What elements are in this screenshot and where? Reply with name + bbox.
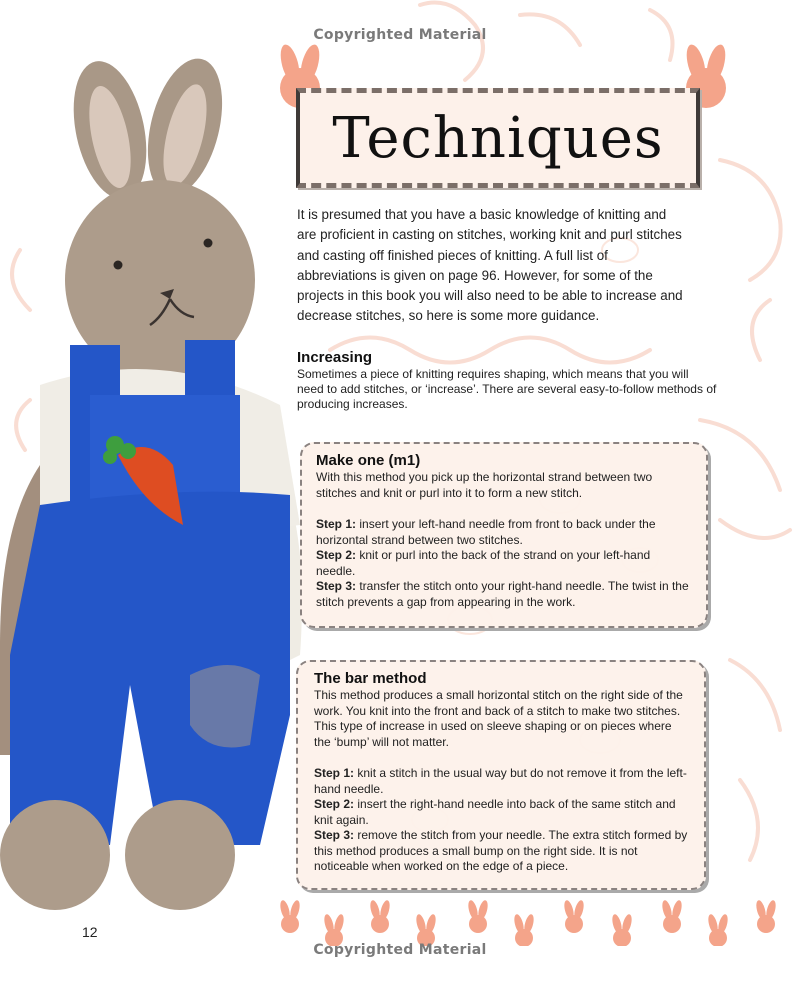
copyright-watermark-top: Copyrighted Material xyxy=(313,27,487,43)
step-item xyxy=(316,579,692,610)
bunny-ears-icon xyxy=(563,899,586,933)
panel-body-bar-method xyxy=(314,688,688,875)
panel-title-make-one: Make one (m1) xyxy=(316,452,421,469)
knitted-bunny-image xyxy=(0,55,310,925)
bunny-ears-icon xyxy=(755,899,778,933)
step-item xyxy=(316,517,692,548)
section-text-increasing: Sometimes a piece of knitting requires shaping, which means that you will need to add stitches, or ‘increase’. There are several easy-to-follow methods of producing increases. xyxy=(297,367,717,411)
bunny-ears-icon xyxy=(661,899,684,933)
step-text: transfer the stitch onto your right-hand needle. The twist in the stitch prevents a gap from appearing in the work. xyxy=(316,579,689,609)
page-number: 12 xyxy=(82,924,98,940)
page-title: Techniques xyxy=(332,106,664,171)
step-label: Step 1: xyxy=(314,766,355,780)
bunny-ears-icon xyxy=(279,899,302,933)
panel-make-one xyxy=(300,442,708,628)
panel-intro: This method produces a small horizontal stitch on the right side of the work. You knit into the front and back of a stitch to make two stitches. This type of increase in used on sleeve shaping or on pieces where the ‘bump’ will not matter. xyxy=(314,688,683,749)
step-label: Step 3: xyxy=(314,828,355,842)
bunny-ears-footer-decoration xyxy=(270,896,790,946)
panel-title-bar-method: The bar method xyxy=(314,670,427,687)
bunny-ears-icon xyxy=(369,899,392,933)
step-label: Step 2: xyxy=(314,797,355,811)
step-item xyxy=(314,766,688,797)
step-item xyxy=(314,828,688,875)
copyright-watermark-bottom: Copyrighted Material xyxy=(313,942,487,958)
step-item xyxy=(314,797,688,828)
panel-intro: With this method you pick up the horizontal strand between two stitches and knit or purl into it to form a new stitch. xyxy=(316,470,653,500)
step-text: remove the stitch from your needle. The extra stitch formed by this method produces a small bump on the right side. It is not noticeable when worked on the edge of a piece. xyxy=(314,828,688,873)
bunny-ears-icon xyxy=(467,899,490,933)
step-text: insert your left-hand needle from front to back under the horizontal strand between two stitches. xyxy=(316,517,656,547)
step-label: Step 3: xyxy=(316,579,357,593)
intro-paragraph: It is presumed that you have a basic knowledge of knitting and are proficient in casting on stitches, working knit and purl stitches and casting off finished pieces of knitting. A full list of abbreviations is given on page 96. However, for some of the projects in this book you will also need to be able to increase and decrease stitches, so here is some more guidance. xyxy=(297,207,683,324)
step-text: knit a stitch in the usual way but do not remove it from the left-hand needle. xyxy=(314,766,687,796)
step-label: Step 1: xyxy=(316,517,357,531)
step-text: knit or purl into the back of the strand on your left-hand needle. xyxy=(316,548,651,578)
step-label: Step 2: xyxy=(316,548,357,562)
panel-body-make-one xyxy=(316,470,692,610)
panel-bar-method xyxy=(296,660,706,890)
step-item xyxy=(316,548,692,579)
step-text: insert the right-hand needle into back of the same stitch and knit again. xyxy=(314,797,676,827)
title-plaque xyxy=(296,88,700,188)
section-heading-increasing: Increasing xyxy=(297,349,373,366)
